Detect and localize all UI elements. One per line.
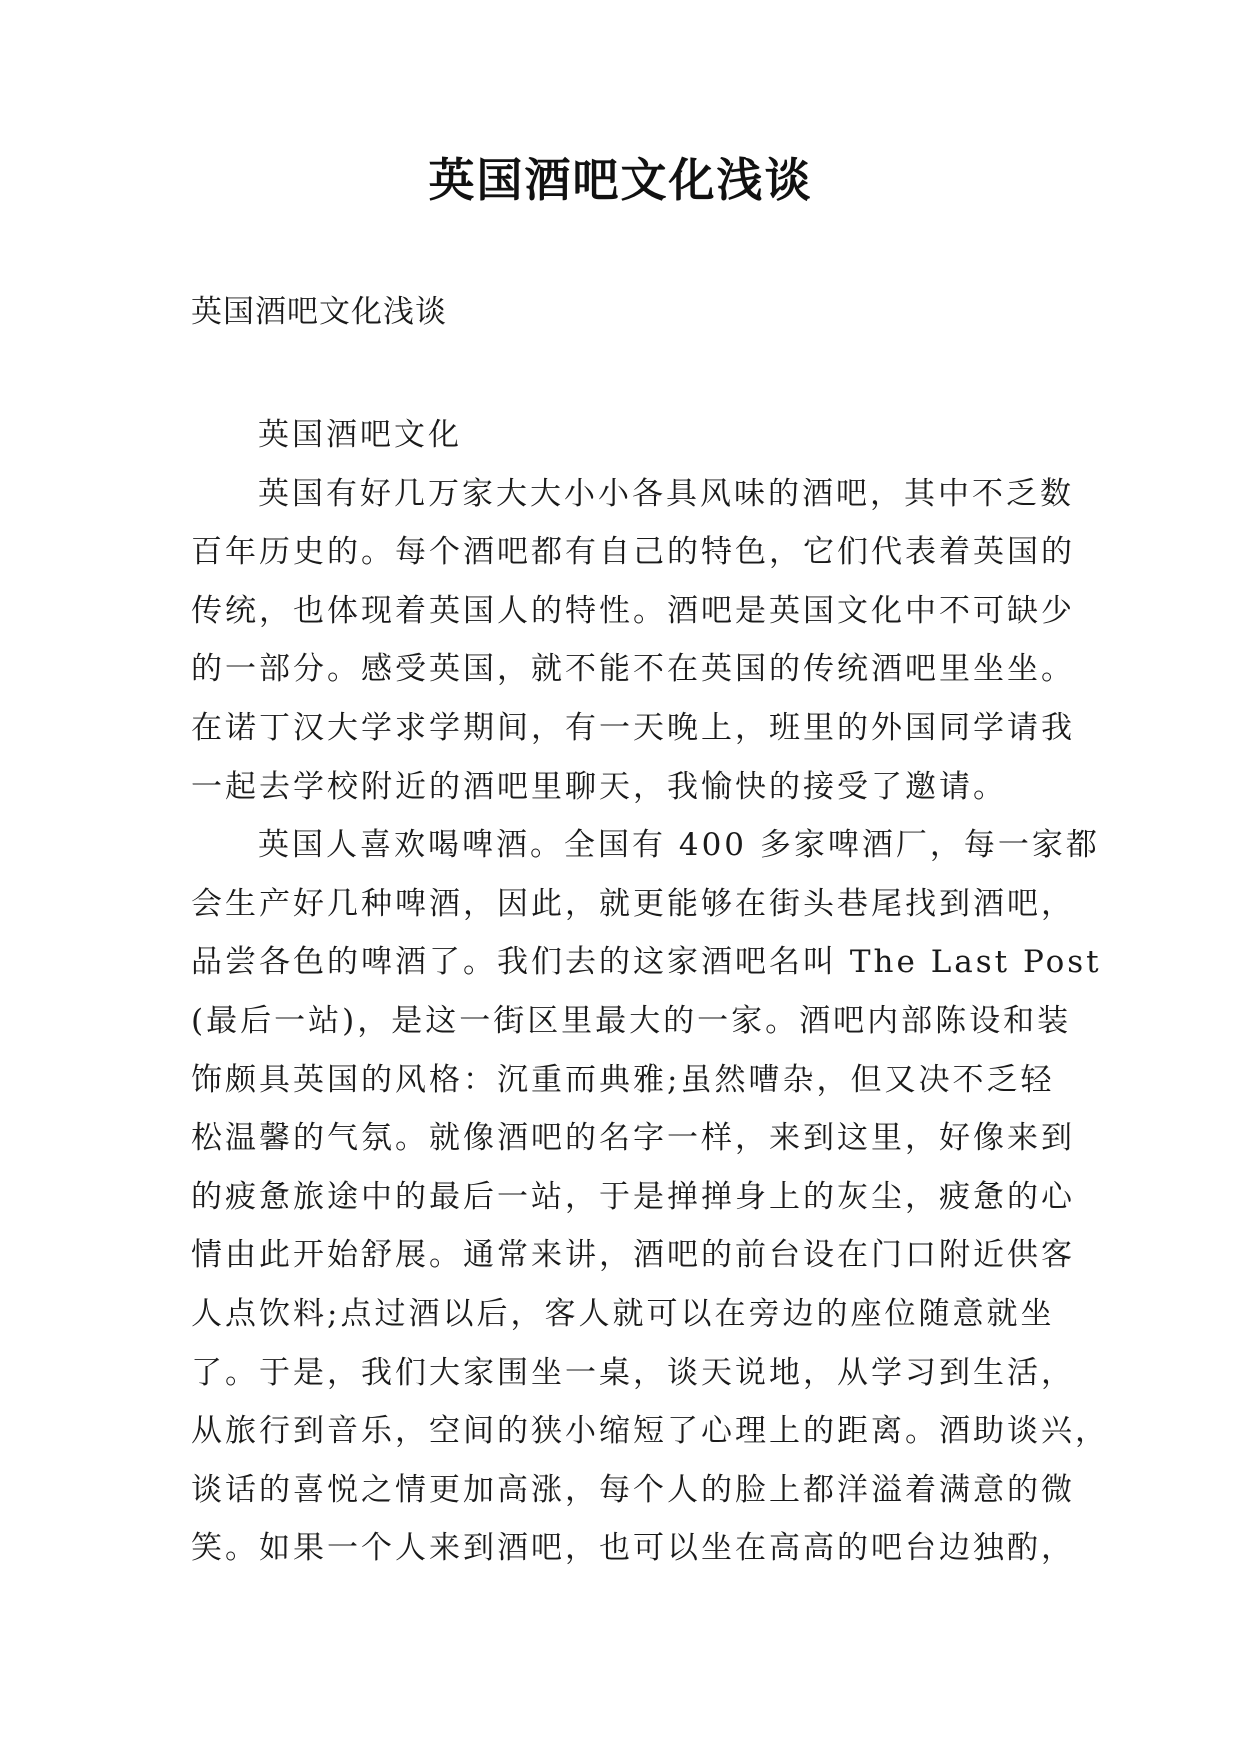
text-line: 一起去学校附近的酒吧里聊天，我愉快的接受了邀请。: [191, 768, 1007, 805]
document-body: [191, 406, 1109, 1578]
text-line: 笑。如果一个人来到酒吧，也可以坐在高高的吧台边独酌，: [191, 1530, 1075, 1567]
text-line: 在诺丁汉大学求学期间，有一天晚上，班里的外国同学请我: [191, 709, 1075, 746]
text-line: 百年历史的。每个酒吧都有自己的特色，它们代表着英国的: [191, 534, 1075, 571]
text-line: 饰颇具英国的风格：沉重而典雅;虽然嘈杂，但又决不乏轻: [191, 1061, 1055, 1098]
text-line: 的疲惫旅途中的最后一站，于是掸掸身上的灰尘，疲惫的心: [191, 1178, 1075, 1215]
text-line: 人点饮料;点过酒以后，客人就可以在旁边的座位随意就坐: [191, 1295, 1055, 1332]
text-line: 英国人喜欢喝啤酒。全国有 400 多家啤酒厂，每一家都: [258, 827, 1100, 864]
text-line: 英国酒吧文化: [258, 417, 462, 453]
document-title: 英国酒吧文化浅谈: [428, 153, 813, 207]
text-line: 的一部分。感受英国，就不能不在英国的传统酒吧里坐坐。: [191, 651, 1075, 688]
text-line: 传统，也体现着英国人的特性。酒吧是英国文化中不可缺少: [191, 592, 1075, 629]
text-line: 英国有好几万家大大小小各具风味的酒吧，其中不乏数: [258, 475, 1074, 512]
text-line: 谈话的喜悦之情更加高涨，每个人的脸上都洋溢着满意的微: [191, 1471, 1075, 1508]
text-line: 会生产好几种啤酒，因此，就更能够在街头巷尾找到酒吧，: [191, 885, 1075, 922]
document-subtitle: 英国酒吧文化浅谈: [191, 294, 447, 330]
text-line: 品尝各色的啤酒了。我们去的这家酒吧名叫 The Last Post: [191, 944, 1102, 981]
text-line: (最后一站)，是这一街区里最大的一家。酒吧内部陈设和装: [191, 1002, 1072, 1039]
text-line: 了。于是，我们大家围坐一桌，谈天说地，从学习到生活，: [191, 1354, 1075, 1391]
text-line: 从旅行到音乐，空间的狭小缩短了心理上的距离。酒助谈兴，: [191, 1413, 1109, 1450]
text-line: 情由此开始舒展。通常来讲，酒吧的前台设在门口附近供客: [191, 1237, 1075, 1274]
text-line: 松温馨的气氛。就像酒吧的名字一样，来到这里，好像来到: [191, 1120, 1075, 1157]
